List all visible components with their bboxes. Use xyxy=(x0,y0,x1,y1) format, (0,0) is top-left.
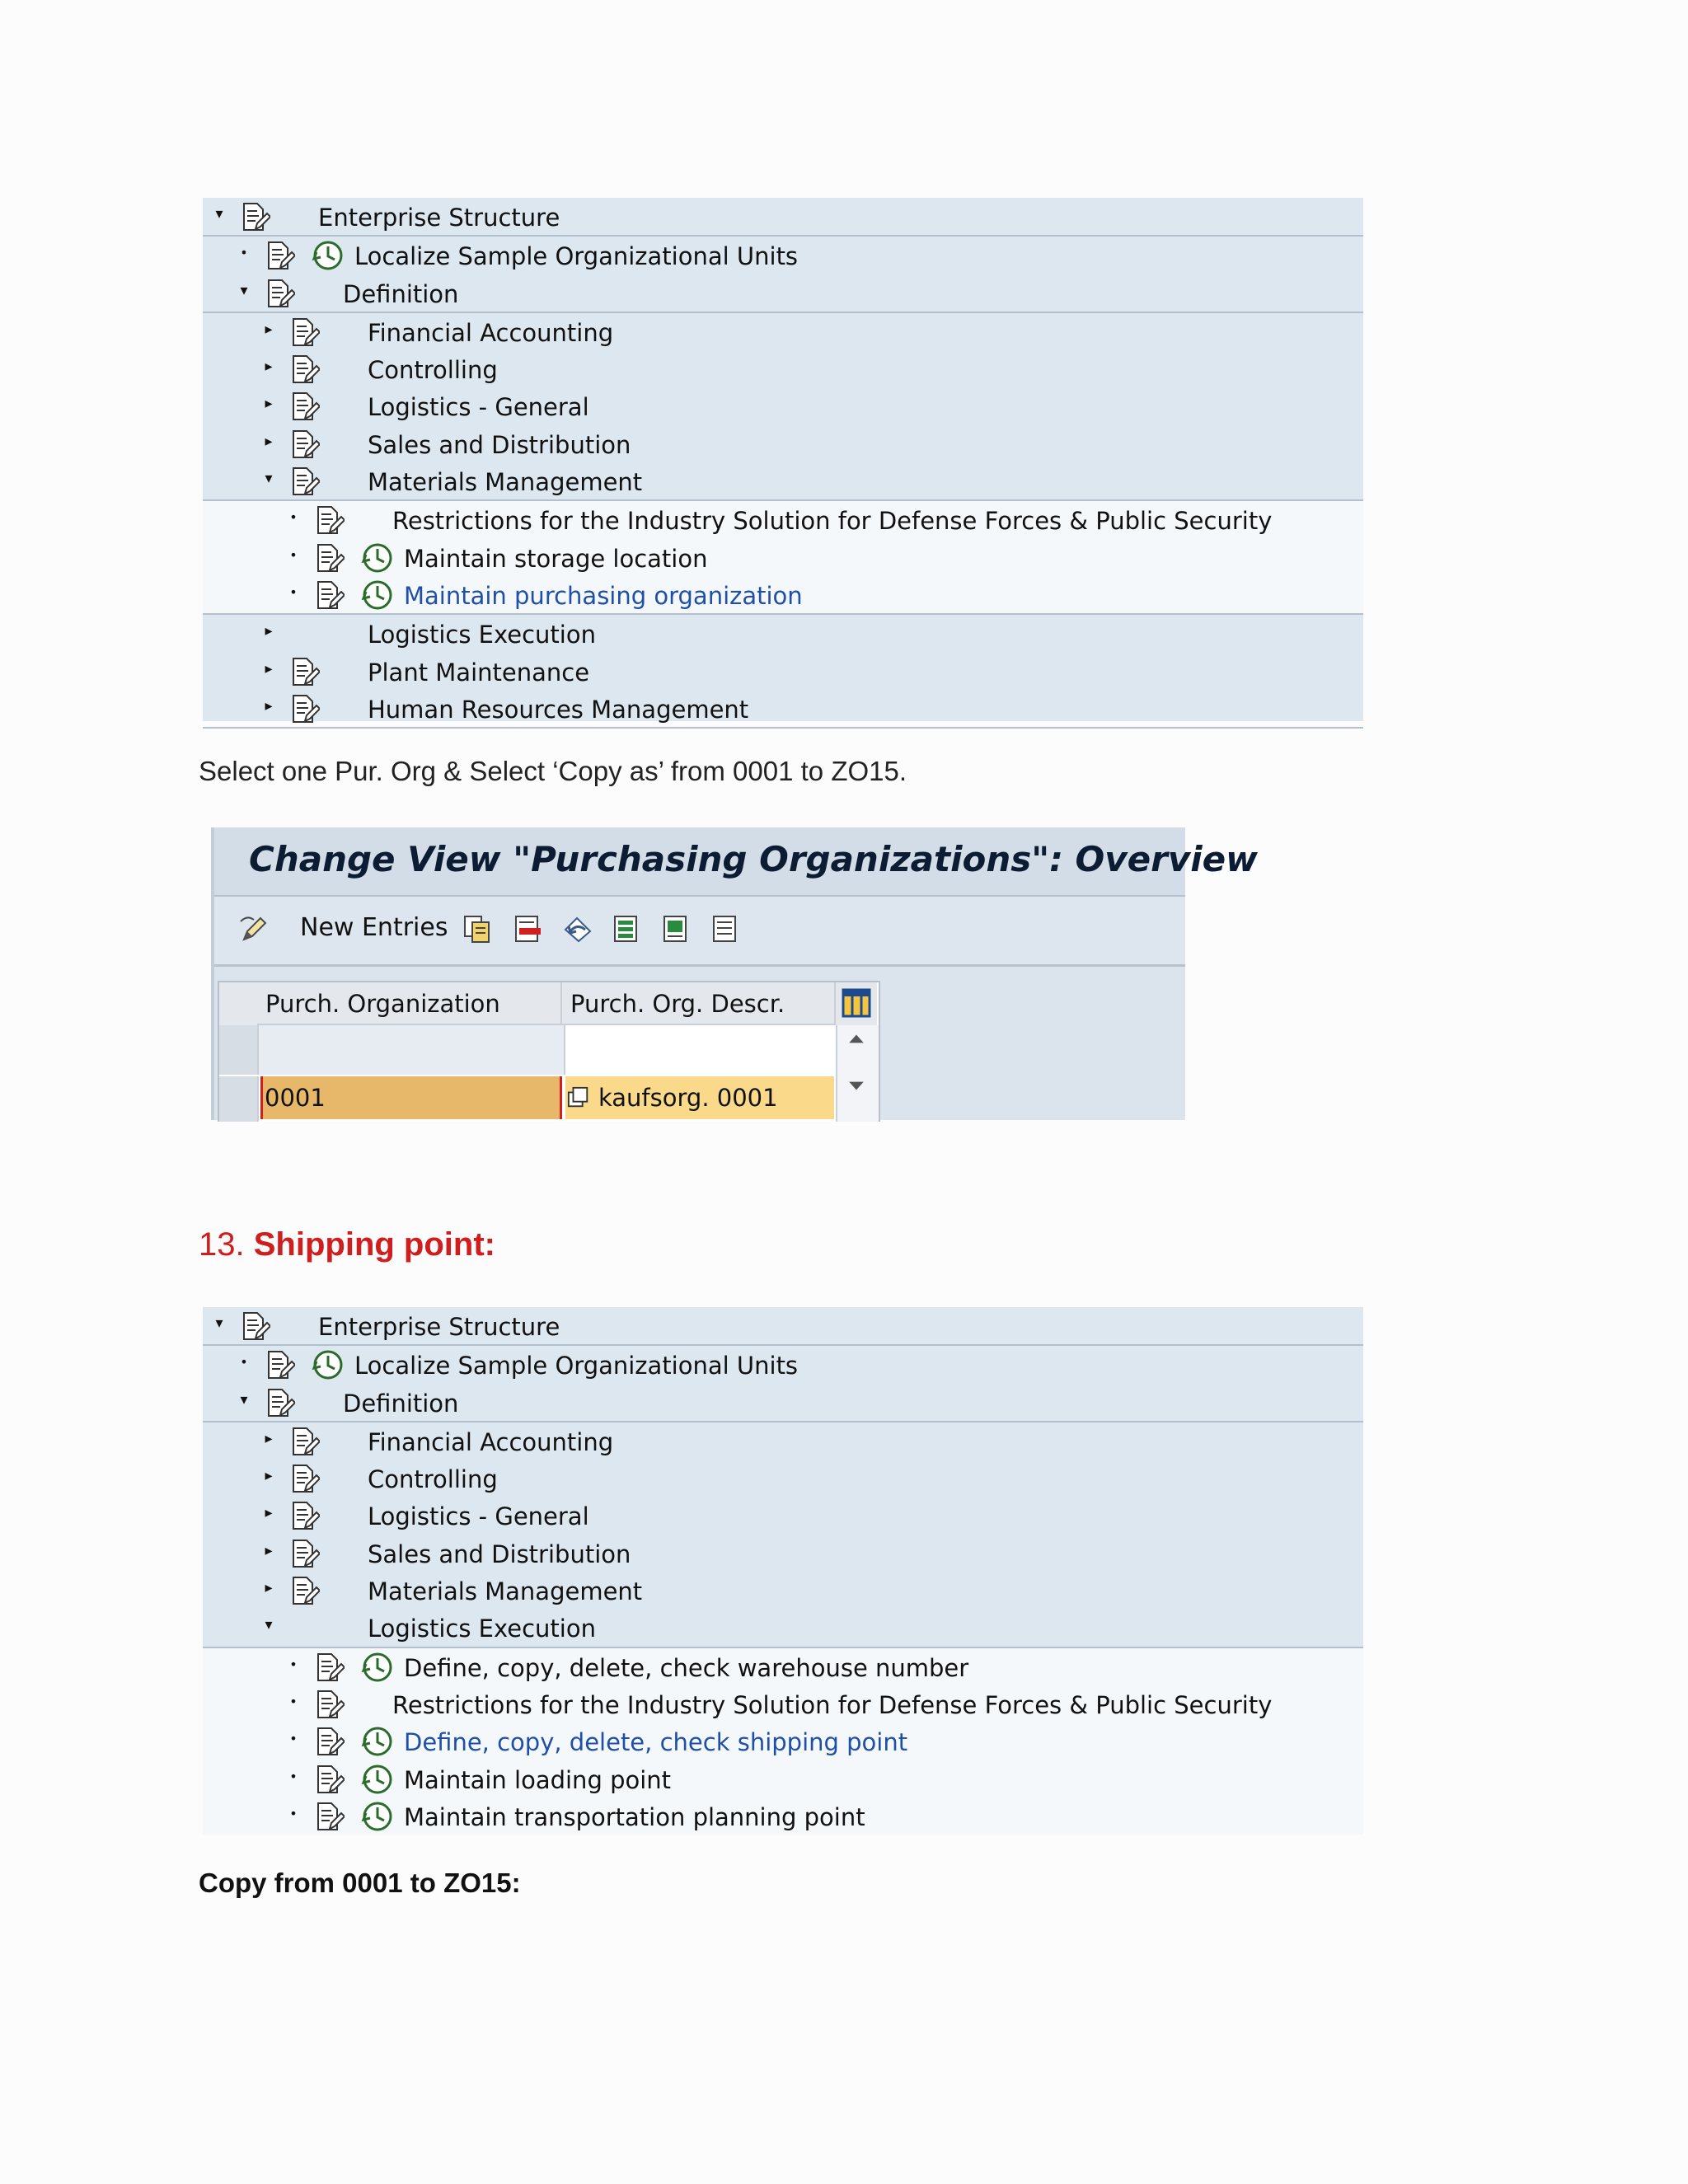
doc-edit-icon xyxy=(264,1387,295,1418)
tree-node-label[interactable]: Enterprise Structure xyxy=(318,204,560,232)
doc-edit-icon xyxy=(288,693,320,724)
cell-purch-org[interactable]: 0001 xyxy=(260,1076,562,1119)
column-settings-icon[interactable] xyxy=(836,982,877,1027)
doc-edit-icon xyxy=(313,1801,345,1832)
tree-node-label[interactable]: Restrictions for the Industry Solution for Defense Forces & Public Security xyxy=(392,1690,1273,1719)
vertical-scrollbar[interactable] xyxy=(836,1025,879,1122)
tree-node[interactable] xyxy=(203,1760,1363,1797)
doc-edit-icon xyxy=(288,656,320,687)
delete-icon[interactable] xyxy=(513,913,544,944)
bullet-icon: • xyxy=(289,1768,298,1784)
expand-arrow-icon[interactable]: ▸ xyxy=(265,696,273,715)
tree-node-label[interactable]: Logistics Execution xyxy=(368,621,596,649)
doc-edit-icon xyxy=(288,354,320,385)
tree-node-label[interactable]: Define, copy, delete, check warehouse number xyxy=(404,1653,969,1682)
tree-node[interactable] xyxy=(203,1535,1363,1572)
tree-node[interactable] xyxy=(203,1384,1363,1422)
tree-node-label[interactable]: Financial Accounting xyxy=(368,318,614,347)
clock-execute-icon[interactable] xyxy=(361,1725,394,1758)
expand-arrow-icon[interactable]: ▸ xyxy=(265,1541,273,1559)
tree-node[interactable] xyxy=(203,1460,1363,1497)
bullet-icon: • xyxy=(289,1805,298,1821)
purch-org-descr-text: kaufsorg. 0001 xyxy=(598,1084,778,1112)
change-view-title-bar xyxy=(214,827,1258,897)
select-block-icon[interactable] xyxy=(661,913,692,944)
scroll-down-icon[interactable] xyxy=(847,1076,865,1094)
tree-node[interactable] xyxy=(203,653,1363,690)
tree-node-label[interactable]: Logistics - General xyxy=(368,393,589,422)
purchasing-org-table xyxy=(218,981,880,1122)
doc-edit-icon xyxy=(313,1689,345,1720)
tree-node-label[interactable]: Financial Accounting xyxy=(368,1427,614,1456)
tree-node-label[interactable]: Controlling xyxy=(368,1465,498,1494)
clock-execute-icon[interactable] xyxy=(361,541,394,574)
tree-node[interactable] xyxy=(203,1346,1363,1383)
expand-arrow-icon[interactable]: ▸ xyxy=(265,1467,273,1485)
doc-edit-icon xyxy=(288,391,320,422)
doc-edit-icon xyxy=(288,429,320,460)
tree-node-label[interactable]: Define, copy, delete, check shipping point xyxy=(404,1728,908,1757)
expand-arrow-icon[interactable]: ▸ xyxy=(265,1579,273,1597)
doc-edit-icon xyxy=(264,1349,295,1380)
tree-node[interactable] xyxy=(203,387,1363,424)
section-heading xyxy=(199,1226,495,1263)
doc-edit-icon xyxy=(264,240,295,271)
tree-node[interactable] xyxy=(203,539,1363,576)
tree-node-label[interactable]: Enterprise Structure xyxy=(318,1313,560,1341)
scroll-up-icon[interactable] xyxy=(847,1030,865,1048)
tree-node-label[interactable]: Maintain transportation planning point xyxy=(404,1802,865,1831)
collapse-arrow-icon[interactable]: ▾ xyxy=(265,470,273,488)
tree-node-label[interactable]: Maintain loading point xyxy=(404,1765,672,1794)
doc-edit-icon xyxy=(288,466,320,497)
tree-node[interactable] xyxy=(203,1497,1363,1534)
expand-arrow-icon[interactable]: ▸ xyxy=(265,1429,273,1447)
tree-node[interactable] xyxy=(203,462,1363,501)
doc-edit-icon xyxy=(288,1463,320,1494)
collapse-arrow-icon[interactable]: ▾ xyxy=(240,1390,248,1408)
expand-arrow-icon[interactable]: ▸ xyxy=(265,320,273,338)
row-selector-empty[interactable] xyxy=(219,1025,259,1075)
bullet-icon: • xyxy=(289,1731,298,1747)
expand-arrow-icon[interactable]: ▸ xyxy=(265,1504,273,1522)
bullet-icon: • xyxy=(289,583,298,600)
expand-arrow-icon[interactable]: ▸ xyxy=(265,622,273,640)
bullet-icon: • xyxy=(289,1656,298,1672)
clock-execute-icon[interactable] xyxy=(361,1800,394,1833)
expand-arrow-icon[interactable]: ▸ xyxy=(265,432,273,450)
doc-edit-icon xyxy=(288,1426,320,1457)
section-title: Shipping point: xyxy=(253,1226,495,1263)
bullet-icon: • xyxy=(289,546,298,563)
clock-execute-icon[interactable] xyxy=(361,1763,394,1796)
tree-node-label[interactable]: Localize Sample Organizational Units xyxy=(354,242,799,271)
col-header-purch-org-descr[interactable]: Purch. Org. Descr. xyxy=(562,982,836,1025)
bullet-icon: • xyxy=(289,1693,298,1709)
clock-execute-icon[interactable] xyxy=(361,1651,394,1684)
doc-edit-icon xyxy=(239,201,270,232)
tree-node-label[interactable]: Restrictions for the Industry Solution for Defense Forces & Public Security xyxy=(392,507,1273,536)
bullet-icon: • xyxy=(240,1354,248,1371)
doc-edit-icon xyxy=(264,278,295,309)
tree-node[interactable] xyxy=(203,1422,1363,1460)
tree-node[interactable] xyxy=(203,1797,1363,1835)
tree-node[interactable] xyxy=(203,313,1363,350)
tree-node-label[interactable]: Maintain purchasing organization xyxy=(404,581,803,610)
tree-enterprise-structure-2 xyxy=(203,1307,1363,1831)
tree-node[interactable] xyxy=(203,576,1363,615)
doc-edit-icon xyxy=(288,316,320,348)
collapse-arrow-icon[interactable]: ▾ xyxy=(215,205,223,223)
expand-arrow-icon[interactable]: ▸ xyxy=(265,358,273,376)
cell-purch-org-descr[interactable] xyxy=(565,1076,834,1119)
deselect-all-icon[interactable] xyxy=(710,913,742,944)
copy-as-icon[interactable] xyxy=(462,913,493,944)
doc-edit-icon xyxy=(313,1652,345,1683)
tree-node[interactable] xyxy=(203,1685,1363,1722)
change-view-toolbar xyxy=(214,897,1185,967)
doc-edit-icon xyxy=(288,1500,320,1531)
bullet-icon: • xyxy=(289,509,298,526)
collapse-arrow-icon[interactable]: ▾ xyxy=(265,1616,273,1634)
tree-node[interactable] xyxy=(203,1572,1363,1609)
change-view-panel xyxy=(211,827,1258,1120)
tree-node[interactable] xyxy=(203,1609,1363,1647)
tree-node[interactable] xyxy=(203,1648,1363,1685)
tree-node-label[interactable]: Sales and Distribution xyxy=(368,1540,631,1568)
clock-execute-icon[interactable] xyxy=(312,239,345,272)
col-header-purch-org[interactable]: Purch. Organization xyxy=(257,982,562,1025)
tree-node[interactable] xyxy=(203,198,1363,237)
bullet-icon: • xyxy=(240,245,248,261)
pencil-edit-icon[interactable] xyxy=(239,913,270,944)
tree-node-label[interactable]: Plant Maintenance xyxy=(368,658,590,687)
expand-arrow-icon[interactable]: ▸ xyxy=(265,659,273,677)
tree-enterprise-structure-1 xyxy=(203,198,1363,724)
tree-node[interactable] xyxy=(203,615,1363,652)
select-all-icon[interactable] xyxy=(612,913,643,944)
tree-node-label[interactable]: Controlling xyxy=(368,356,498,385)
copy-indicator-icon xyxy=(567,1086,590,1109)
doc-edit-icon xyxy=(288,1575,320,1606)
doc-edit-icon xyxy=(313,579,345,611)
tree-node-label[interactable]: Localize Sample Organizational Units xyxy=(354,1352,799,1380)
section-number: 13. xyxy=(199,1226,245,1263)
clock-execute-icon[interactable] xyxy=(361,579,394,612)
tree-node-label[interactable]: Sales and Distribution xyxy=(368,430,631,459)
row-selector-0001[interactable] xyxy=(219,1076,259,1122)
tree-node[interactable] xyxy=(203,1307,1363,1346)
row-selector-header xyxy=(219,982,259,1027)
tree-node-label[interactable]: Logistics - General xyxy=(368,1502,589,1531)
tree-node[interactable] xyxy=(203,274,1363,313)
tree-node-label[interactable]: Human Resources Management xyxy=(368,695,749,724)
collapse-arrow-icon[interactable]: ▾ xyxy=(240,281,248,299)
doc-edit-icon xyxy=(313,542,345,574)
tree-node-label[interactable]: Definition xyxy=(343,279,459,308)
clock-execute-icon[interactable] xyxy=(312,1348,345,1381)
undo-change-icon[interactable] xyxy=(562,913,593,944)
tree-node-label[interactable]: Materials Management xyxy=(368,468,643,497)
doc-edit-icon xyxy=(313,504,345,536)
doc-edit-icon xyxy=(288,1538,320,1569)
tree-node-label[interactable]: Materials Management xyxy=(368,1577,643,1606)
change-view-title: Change View "Purchasing Organizations": Overview xyxy=(249,839,1258,879)
tree-node-label[interactable]: Definition xyxy=(343,1389,459,1418)
doc-edit-icon xyxy=(313,1764,345,1795)
empty-row xyxy=(259,1025,565,1075)
expand-arrow-icon[interactable]: ▸ xyxy=(265,395,273,413)
doc-edit-icon xyxy=(313,1726,345,1757)
new-entries-button[interactable]: New Entries xyxy=(300,913,448,942)
tree-node-label[interactable]: Logistics Execution xyxy=(368,1615,596,1643)
tree-node[interactable] xyxy=(203,1722,1363,1760)
tree-node[interactable] xyxy=(203,690,1363,729)
tree-node[interactable] xyxy=(203,425,1363,462)
tree-node[interactable] xyxy=(203,501,1363,538)
tree-node-label[interactable]: Maintain storage location xyxy=(404,544,708,573)
tree-node[interactable] xyxy=(203,350,1363,387)
collapse-arrow-icon[interactable]: ▾ xyxy=(215,1315,223,1332)
doc-edit-icon xyxy=(239,1310,270,1342)
tree-node[interactable] xyxy=(203,237,1363,274)
instruction-select-purch-org: Select one Pur. Org & Select ‘Copy as’ from 0001 to ZO15. xyxy=(199,756,907,786)
instruction-copy-shipping-point: Copy from 0001 to ZO15: xyxy=(199,1868,521,1898)
